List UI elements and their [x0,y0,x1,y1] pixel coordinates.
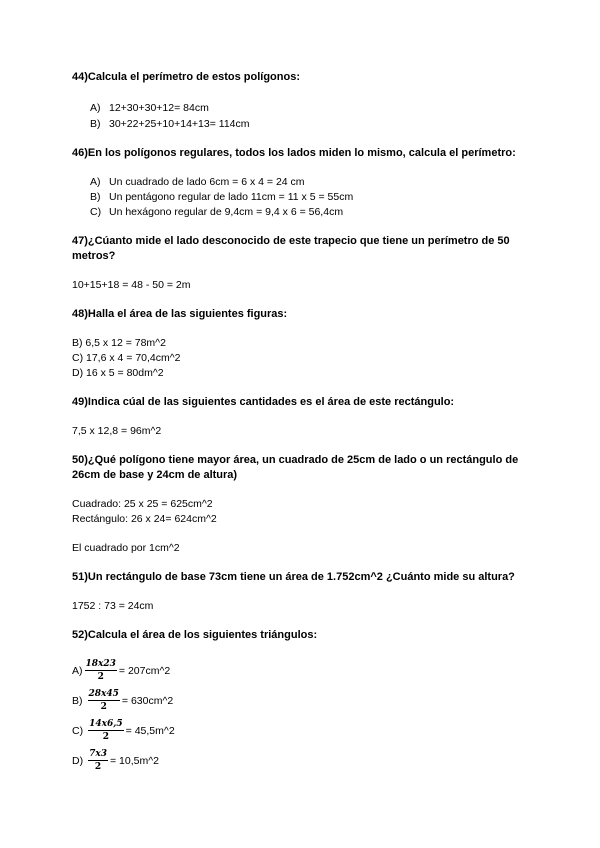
list-item: C) Un hexágono regular de 9,4cm = 9,4 x 6 = 56,4cm [90,206,344,218]
fraction: $\frac{28x45}{2}$ [88,689,119,712]
answer-line: D) 16 x 5 = 80dm^2 [72,367,164,379]
triangle-answer: C) $\frac{14x6,5}{2}$ = 45,5m^2 [72,719,175,742]
answer-line: Rectángulo: 26 x 24= 624cm^2 [72,513,217,525]
answer-line: C) 17,6 x 4 = 70,4cm^2 [72,352,181,364]
triangle-answer: D) $\frac{7x3}{2}$ = 10,5m^2 [72,749,159,772]
question-44-title: 44)Calcula el perímetro de estos polígonos: [72,71,300,83]
question-52-title: 52)Calcula el área de los siguientes triángulos: [72,629,318,641]
question-50-title: 50)¿Qué polígono tiene mayor área, un cuadrado de 25cm de lado o un rectángulo de 26cm de base y 24cm de altura) [72,454,519,481]
question-47-title: 47)¿Cúanto mide el lado desconocido de este trapecio que tiene un perímetro de 50 metros? [72,235,510,262]
list-item: A) 12+30+30+12= 84cm [90,102,209,114]
question-46-title: 46)En los polígonos regulares, todos los lados miden lo mismo, calcula el perímetro: [72,147,516,159]
question-48-title: 48)Halla el área de las siguientes figuras: [72,308,288,320]
fraction: $\frac{14x6,5}{2}$ [89,719,123,742]
fraction: $\frac{7x3}{2}$ [89,749,107,772]
question-50-conclusion: El cuadrado por 1cm^2 [72,542,180,554]
question-49-title: 49)Indica cúal de las siguientes cantidades es el área de este rectángulo: [72,396,455,408]
question-51-title: 51)Un rectángulo de base 73cm tiene un área de 1.752cm^2 ¿Cuánto mide su altura? [72,571,515,583]
list-item: B) Un pentágono regular de lado 11cm = 11 x 5 = 55cm [90,191,354,203]
triangle-answer: B) $\frac{28x45}{2}$ = 630cm^2 [72,689,174,712]
triangle-answer: A) $\frac{18x23}{2}$ = 207cm^2 [72,659,171,682]
answer-line: Cuadrado: 25 x 25 = 625cm^2 [72,498,213,510]
list-item: B) 30+22+25+10+14+13= 114cm [90,118,250,130]
list-item: A) Un cuadrado de lado 6cm = 6 x 4 = 24 cm [90,176,305,188]
question-49-answer: 7,5 x 12,8 = 96m^2 [72,425,162,437]
answer-line: B) 6,5 x 12 = 78m^2 [72,337,166,349]
question-51-answer: 1752 : 73 = 24cm [72,600,154,612]
question-47-answer: 10+15+18 = 48 - 50 = 2m [72,279,191,291]
fraction: $\frac{18x23}{2}$ [85,659,116,682]
